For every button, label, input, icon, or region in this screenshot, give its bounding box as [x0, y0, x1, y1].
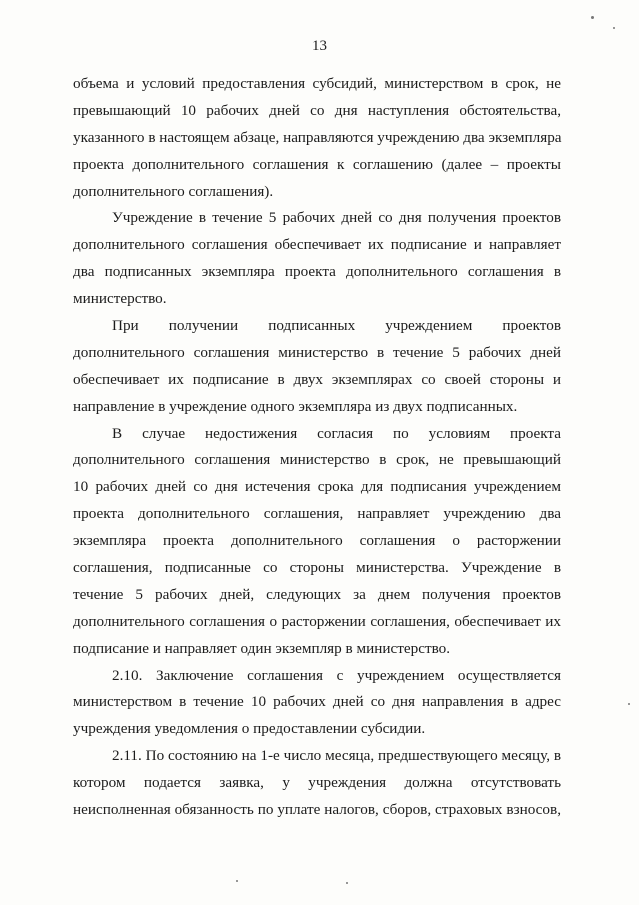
text-line: проекта дополнительного соглашения к соглашению (далее – проекты [73, 155, 561, 173]
text-line: подписание и направляет один экземпляр в министерство. [73, 639, 451, 657]
text-line: два подписанных экземпляра проекта дополнительного соглашения в [73, 263, 561, 281]
text-line: течение 5 рабочих дней, следующих за днем получения проектов [73, 585, 561, 603]
paragraph [73, 71, 561, 205]
text-line: обеспечивает их подписание в двух экземплярах со своей стороны и [73, 370, 561, 388]
text-line: 2.10. Заключение соглашения с учреждением осуществляется [112, 666, 561, 684]
text-line: министерством в течение 10 рабочих дней со дня направления в адрес [73, 693, 561, 711]
text-line: дополнительного соглашения обеспечивает их подписание и направляет [73, 236, 561, 254]
text-line: неисполненная обязанность по уплате налогов, сборов, страховых взносов, [73, 801, 561, 819]
text-line: В случае недостижения согласия по условиям проекта [112, 424, 561, 442]
text-line: министерство. [73, 290, 167, 308]
text-line: При получении подписанных учреждением проектов [112, 317, 561, 335]
text-line: котором подается заявка, у учреждения должна отсутствовать [73, 774, 561, 792]
text-line: соглашения, подписанные со стороны министерства. Учреждение в [73, 559, 561, 577]
page-number: 13 [312, 38, 327, 54]
text-line: направление в учреждение одного экземпляра из двух подписанных. [73, 397, 518, 415]
text-line: проекта дополнительного соглашения, направляет учреждению два [73, 505, 561, 523]
text-line: экземпляра проекта дополнительного соглашения о расторжении [73, 532, 561, 550]
text-line: 10 рабочих дней со дня истечения срока для подписания учреждением [73, 478, 561, 496]
paragraph [73, 205, 561, 313]
text-line: дополнительного соглашения министерство в течение 5 рабочих дней [73, 343, 561, 361]
paragraph [73, 313, 561, 421]
text-line: Учреждение в течение 5 рабочих дней со дня получения проектов [112, 209, 561, 227]
text-line: указанного в настоящем абзаце, направляются учреждению два экземпляра [73, 128, 562, 146]
text-line: дополнительного соглашения министерство в срок, не превышающий [73, 451, 561, 469]
text-line: 2.11. По состоянию на 1-е число месяца, предшествующего месяцу, в [112, 747, 561, 765]
paragraph [73, 743, 561, 824]
text-line: учреждения уведомления о предоставлении субсидии. [73, 720, 426, 738]
text-line: превышающий 10 рабочих дней со дня наступления обстоятельства, [73, 101, 561, 119]
text-line: дополнительного соглашения о расторжении соглашения, обеспечивает их [73, 612, 561, 630]
paragraph [73, 663, 561, 744]
text-line: дополнительного соглашения). [73, 182, 274, 200]
paragraph [73, 421, 561, 663]
text-line: объема и условий предоставления субсидий, министерством в срок, не [73, 75, 561, 92]
document-body [73, 71, 561, 824]
